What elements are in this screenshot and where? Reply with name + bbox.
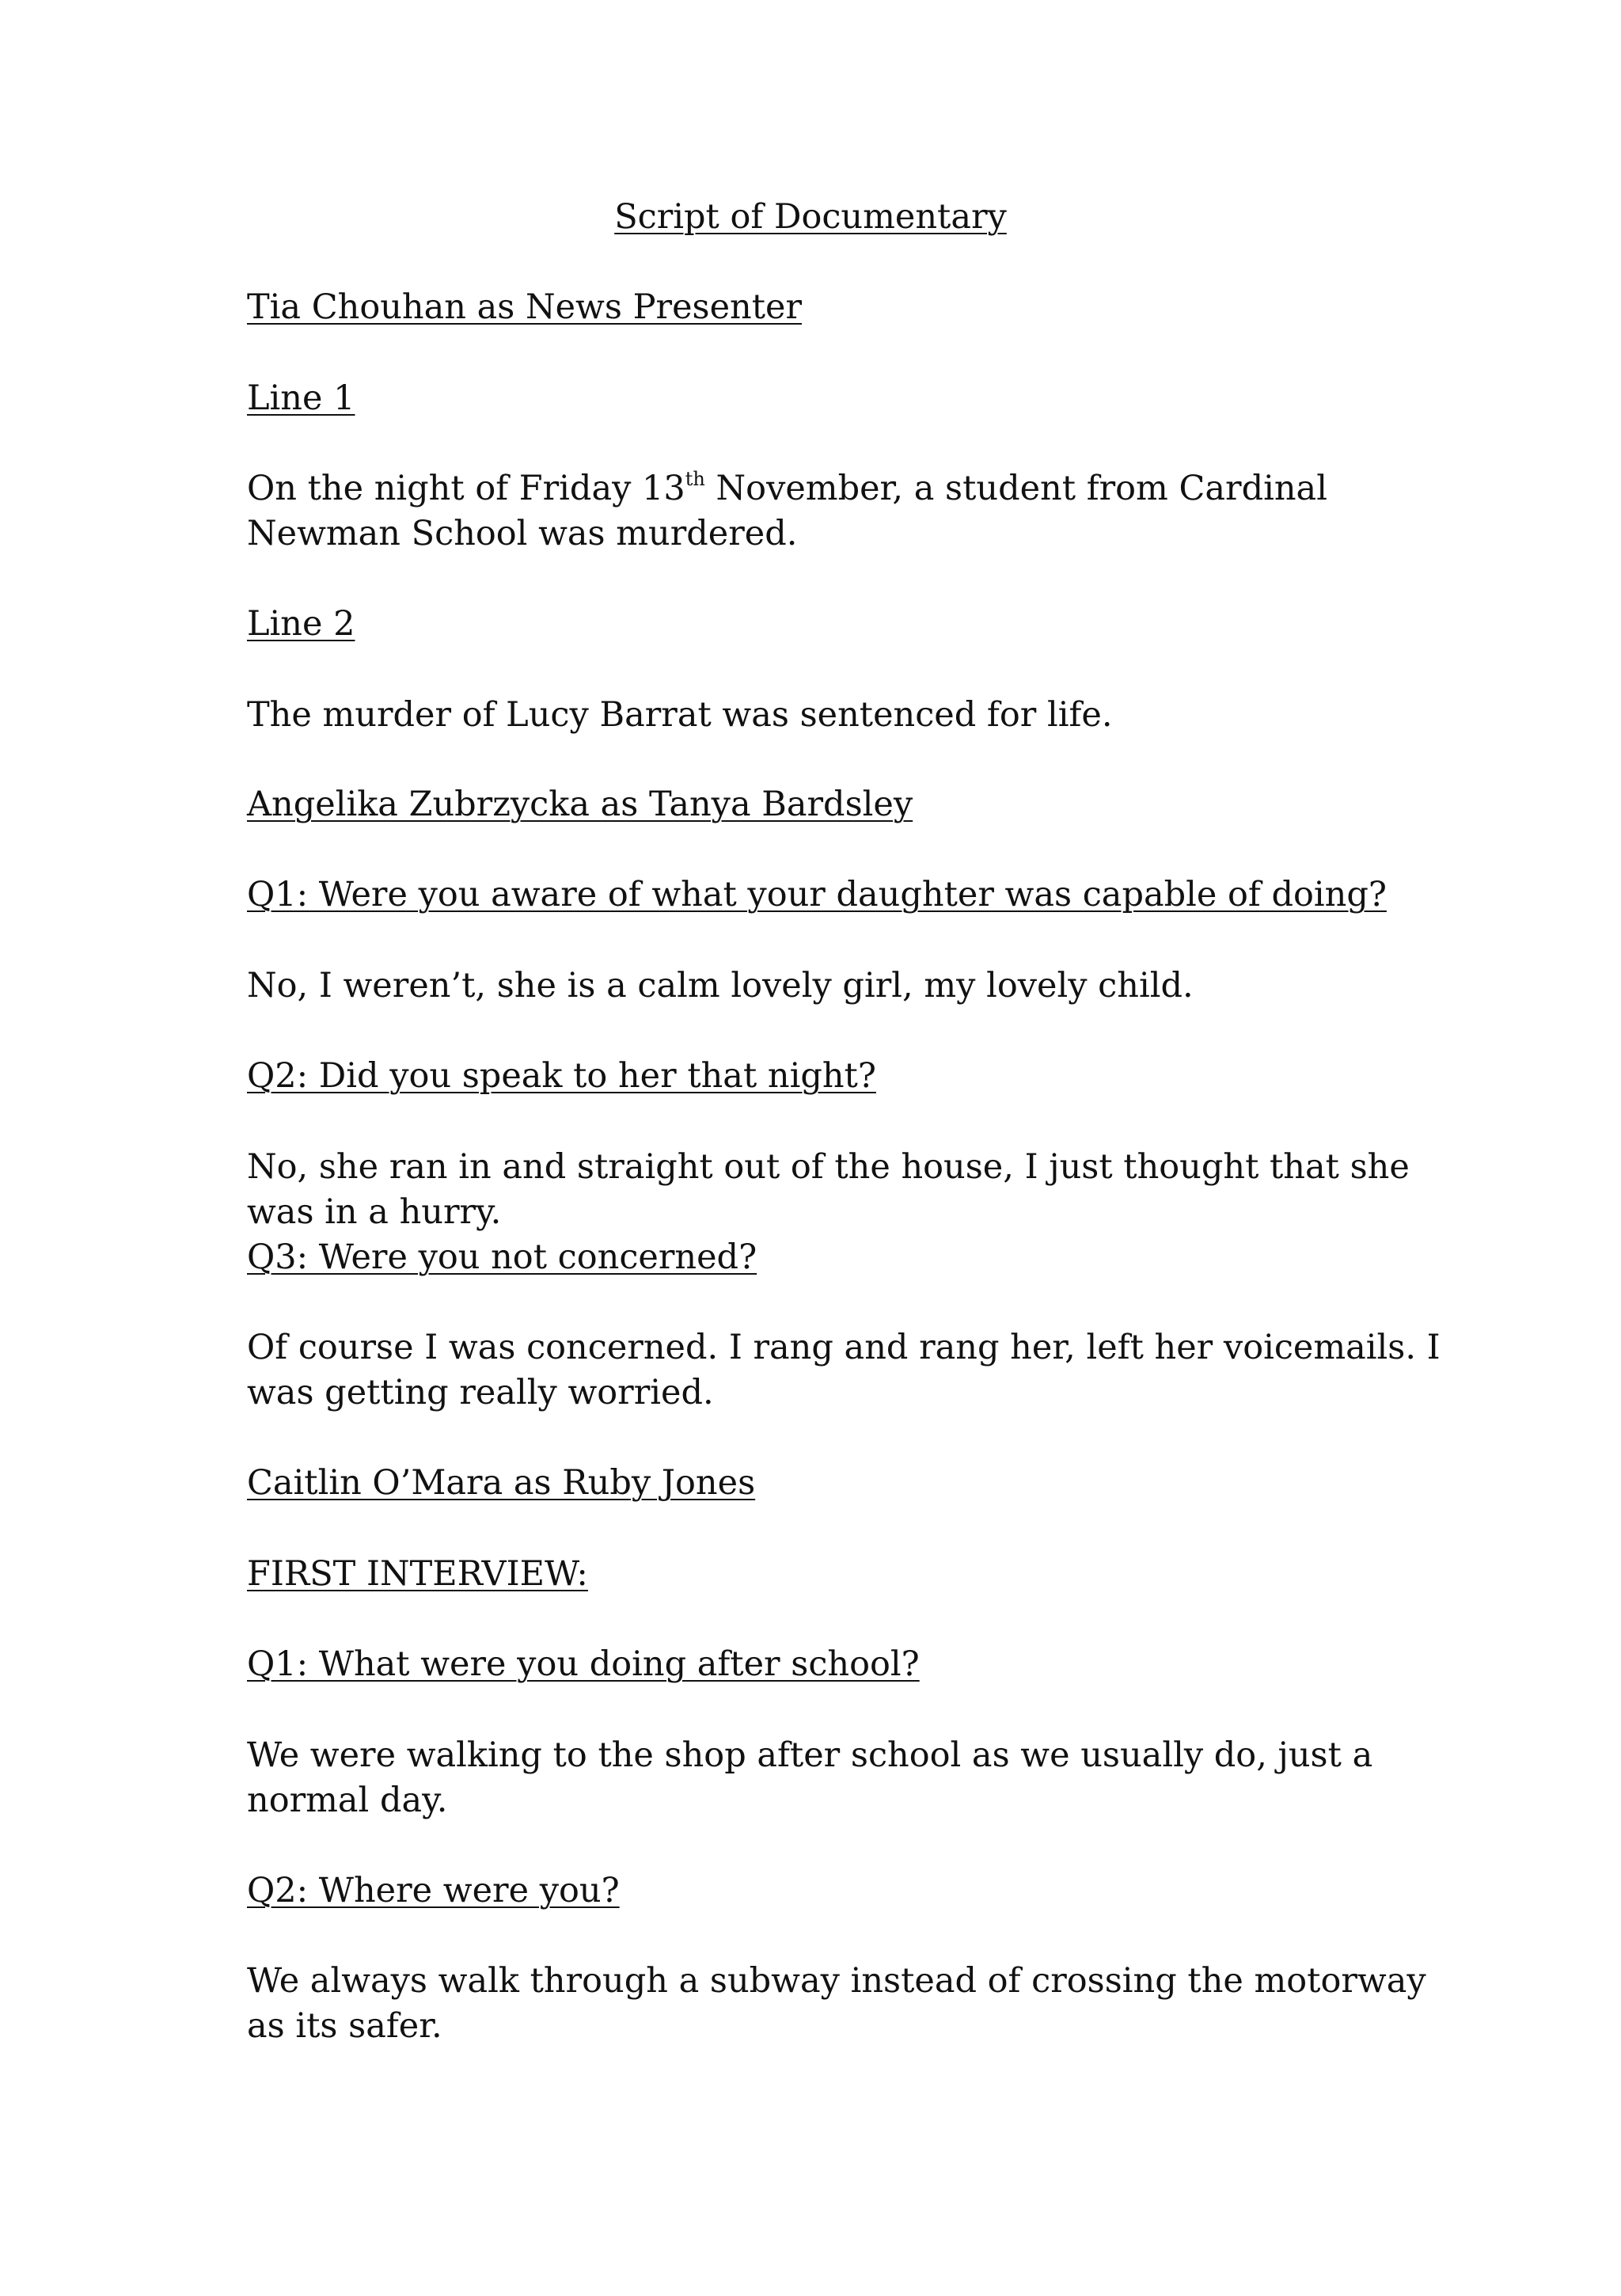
line2-label: Line 2 [247,604,355,644]
line1-text [247,466,1327,511]
line1-text-part-b: November, a student from Cardinal [704,469,1327,508]
ruby-answer-2-line-1: We always walk through a subway instead of crossing the motorway [247,1961,1426,2001]
tanya-question-2: Q2: Did you speak to her that night? [247,1056,876,1096]
line1-label: Line 1 [247,378,355,418]
first-interview-label: FIRST INTERVIEW: [247,1554,588,1594]
tanya-answer-3-line-1: Of course I was concerned. I rang and rang her, left her voicemails. I [247,1328,1441,1367]
tanya-answer-3-line-2: was getting really worried. [247,1373,714,1412]
ordinal-suffix: th [685,468,705,490]
ruby-answer-1-line-2: normal day. [247,1781,448,1820]
tanya-answer-2-line-2: was in a hurry. [247,1192,502,1232]
ruby-question-2: Q2: Where were you? [247,1871,620,1910]
line1-text-continued: Newman School was murdered. [247,514,798,553]
ruby-answer-1-line-1: We were walking to the shop after school as we usually do, just a [247,1735,1373,1775]
presenter-heading: Tia Chouhan as News Presenter [247,287,803,327]
tanya-answer-1: No, I weren’t, she is a calm lovely girl, my lovely child. [247,966,1194,1005]
ruby-answer-2-line-2: as its safer. [247,2006,442,2046]
tanya-question-3: Q3: Were you not concerned? [247,1237,757,1277]
ruby-question-1: Q1: What were you doing after school? [247,1644,920,1684]
tanya-question-1: Q1: Were you aware of what your daughter was capable of doing? [247,875,1387,914]
line1-text-part-a: On the night of Friday 13 [247,469,685,508]
ruby-heading: Caitlin O’Mara as Ruby Jones [247,1463,756,1503]
tanya-heading: Angelika Zubrzycka as Tanya Bardsley [247,785,913,824]
tanya-answer-2-line-1: No, she ran in and straight out of the house, I just thought that she [247,1147,1410,1187]
document-title: Script of Documentary [614,197,1007,237]
line2-text: The murder of Lucy Barrat was sentenced for life. [247,695,1113,735]
